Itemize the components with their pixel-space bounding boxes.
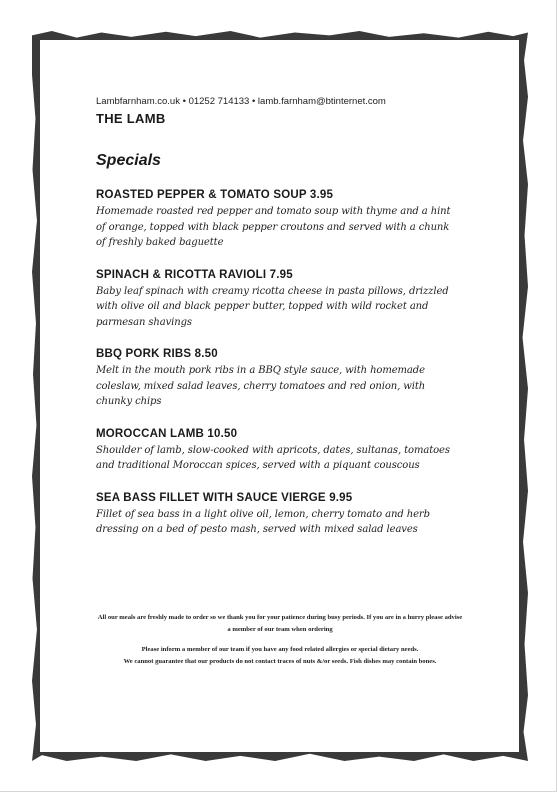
footer-note-allergies: Please inform a member of our team if you have any food related allergies or special dietary needs. (141, 646, 419, 653)
menu-content (96, 96, 461, 555)
menu-item (96, 347, 461, 410)
footer-notes (96, 612, 464, 667)
item-name: BBQ PORK RIBS 8.50 (96, 348, 218, 360)
venue-name: THE LAMB (96, 111, 166, 126)
menu-item (96, 491, 461, 538)
item-description: Shoulder of lamb, slow-cooked with apricots, dates, sultanas, tomatoes and traditional Moroccan spices, served with a piquant couscous (96, 444, 450, 471)
menu-item (96, 188, 461, 251)
item-name: SPINACH & RICOTTA RAVIOLI 7.95 (96, 268, 293, 281)
section-title: Specials (96, 152, 161, 169)
item-description: Melt in the mouth pork ribs in a BBQ style sauce, with homemade coleslaw, mixed salad leaves, cherry tomatoes and red onion, with chunky chips (96, 365, 426, 407)
menu-item (96, 427, 461, 474)
item-description: Baby leaf spinach with creamy ricotta cheese in pasta pillows, drizzled with olive oil and black pepper butter, topped with wild rocket and parmesan shavings (96, 285, 449, 328)
item-description: Fillet of sea bass in a light olive oil, lemon, cherry tomato and herb dressing on a bed of pesto mash, served with mixed salad leaves (96, 508, 430, 535)
footer-note-service: All our meals are freshly made to order so we thank you for your patience during busy periods. If you are in a hurry please advise a member of our team when ordering (97, 614, 463, 633)
menu-items (96, 188, 461, 538)
item-name: SEA BASS FILLET WITH SAUCE VIERGE 9.95 (96, 491, 353, 504)
item-name: MOROCCAN LAMB 10.50 (96, 427, 238, 440)
footer-note-traces: We cannot guarantee that our products do not contact traces of nuts &/or seeds. Fish dishes may contain bones. (123, 657, 437, 665)
item-description: Homemade roasted red pepper and tomato soup with thyme and a hint of orange, topped with black pepper croutons and served with a chunk of freshly baked baguette (96, 206, 451, 248)
contact-line: Lambfarnham.co.uk • 01252 714133 • lamb.farnham@btinternet.com (96, 96, 386, 107)
menu-item (96, 268, 461, 331)
item-name: ROASTED PEPPER & TOMATO SOUP 3.95 (96, 189, 334, 201)
